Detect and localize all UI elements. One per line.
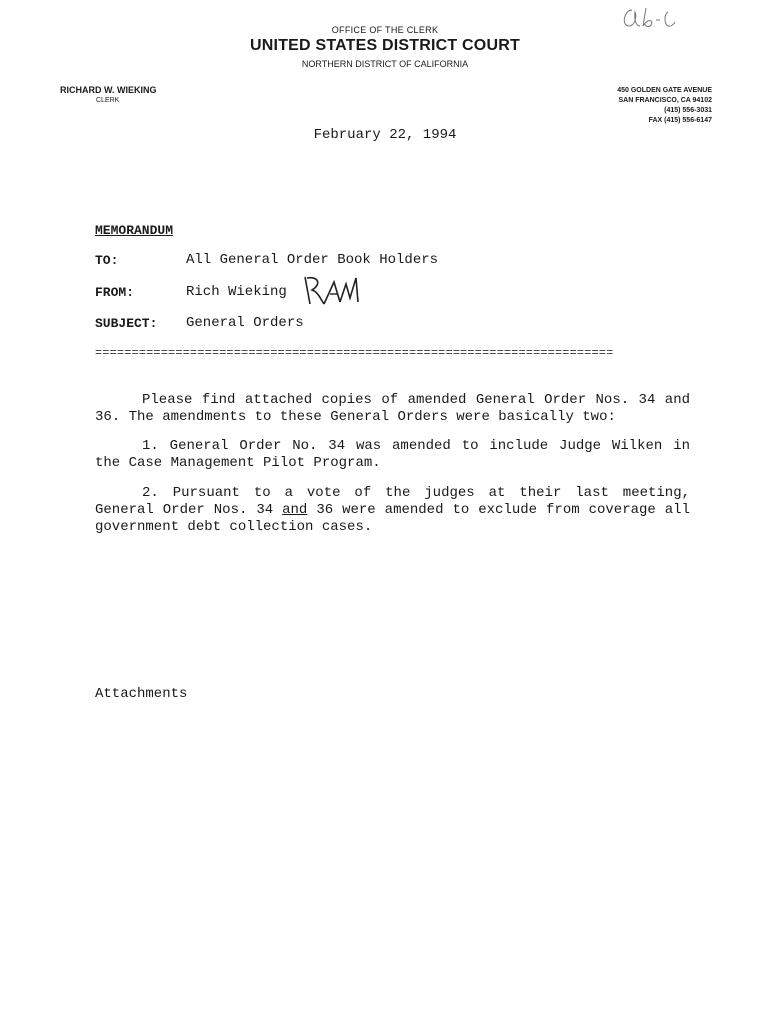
court-name: UNITED STATES DISTRICT COURT <box>250 37 520 54</box>
address-fax: FAX (415) 556-6147 <box>648 117 712 124</box>
body-paragraph-1-text: Please find attached copies of amended General Order Nos. 34 and 36. The amendments to these General Orders were basically two: <box>95 392 690 425</box>
court-address <box>617 86 712 126</box>
attachments-note: Attachments <box>95 686 188 702</box>
body-paragraph-3-part-b: 36 were amended to exclude from coverage all government debt collection cases. <box>95 502 690 535</box>
body-paragraph-2 <box>95 438 690 472</box>
clerk-name: RICHARD W. WIEKING <box>60 85 157 95</box>
office-of-clerk: OFFICE OF THE CLERK <box>331 25 439 35</box>
body-paragraph-3 <box>95 485 690 536</box>
court-district: NORTHERN DISTRICT OF CALIFORNIA <box>301 59 469 69</box>
from-label: FROM: <box>95 285 135 300</box>
address-phone: (415) 556-3031 <box>664 107 712 114</box>
body-paragraph-1 <box>95 392 690 426</box>
handwritten-initials <box>302 274 372 315</box>
body-paragraph-3-underlined: and <box>282 502 308 518</box>
body-paragraph-3-part-a: 2. Pursuant to a vote of the judges at their last meeting, General Order Nos. 34 <box>95 485 690 518</box>
body-paragraph-3-text <box>95 485 690 536</box>
from-value: Rich Wieking <box>186 284 287 300</box>
address-city: SAN FRANCISCO, CA 94102 <box>618 97 712 104</box>
subject-label: SUBJECT: <box>95 316 158 331</box>
subject-value: General Orders <box>186 315 304 331</box>
memo-date: February 22, 1994 <box>313 127 457 143</box>
memo-heading: MEMORANDUM <box>95 223 174 238</box>
body-paragraph-2-text: 1. General Order No. 34 was amended to include Judge Wilken in the Case Management Pilot Program. <box>95 438 690 471</box>
address-street: 450 GOLDEN GATE AVENUE <box>617 87 712 94</box>
to-label: TO: <box>95 253 119 268</box>
to-value: All General Order Book Holders <box>186 252 439 268</box>
clerk-title: CLERK <box>96 97 120 104</box>
separator-rule: ======================================================================= <box>95 346 614 360</box>
